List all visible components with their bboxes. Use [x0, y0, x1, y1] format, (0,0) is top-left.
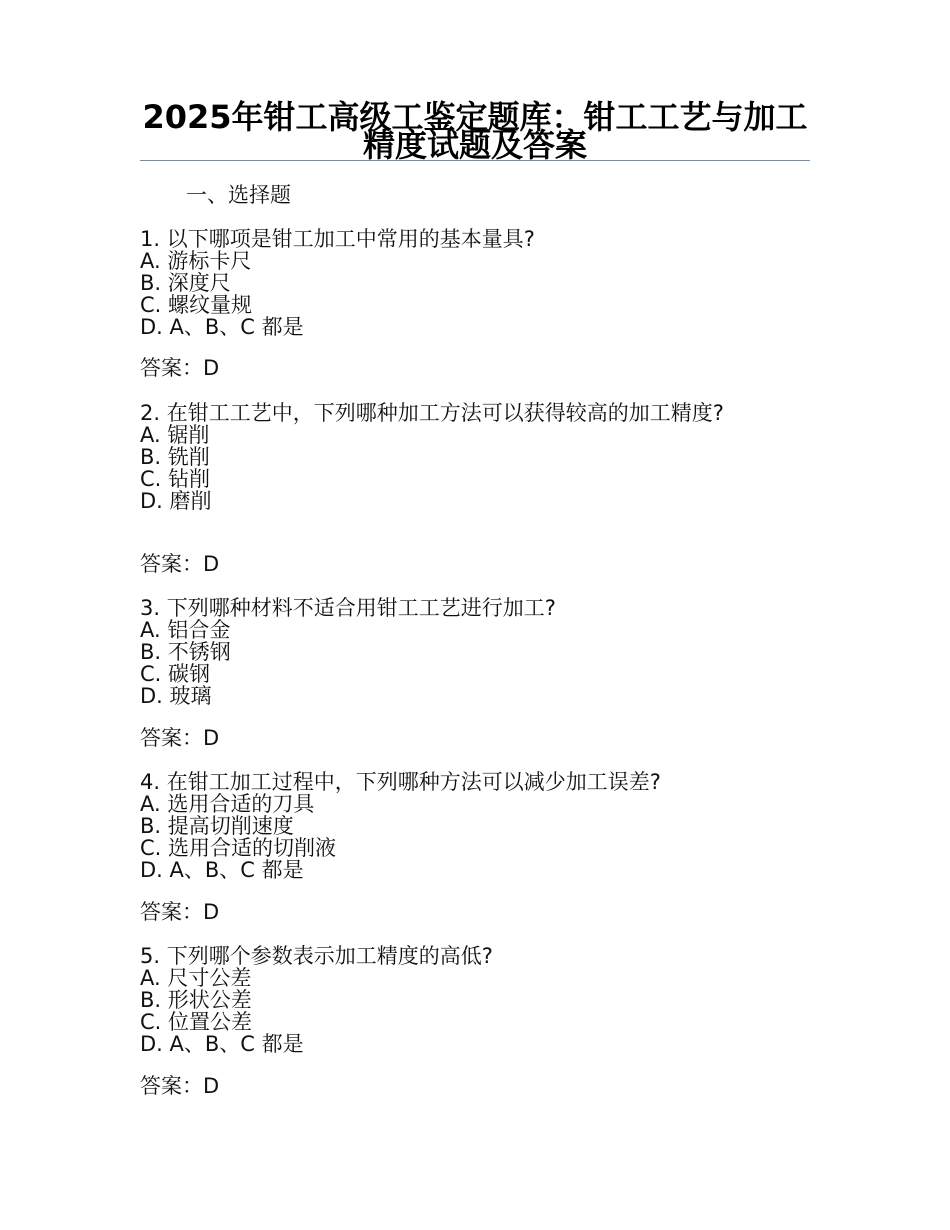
option-a: A. 游标卡尺 — [140, 249, 252, 273]
question-5 — [140, 945, 810, 1055]
option-b: B. 提高切削速度 — [140, 814, 294, 838]
question-stem: 5. 下列哪个参数表示加工精度的高低? — [140, 944, 493, 968]
option-d: D. A、B、C 都是 — [140, 315, 304, 339]
option-a: A. 铝合金 — [140, 618, 231, 642]
option-c: C. 螺纹量规 — [140, 293, 253, 317]
question-stem: 2. 在钳工工艺中，下列哪种加工方法可以获得较高的加工精度? — [140, 401, 724, 425]
option-c: C. 选用合适的切削液 — [140, 836, 337, 860]
section-heading: 一、选择题 — [186, 183, 291, 207]
answer-3: 答案：D — [140, 726, 220, 750]
question-2 — [140, 402, 810, 512]
question-stem: 4. 在钳工加工过程中，下列哪种方法可以减少加工误差? — [140, 770, 661, 794]
option-b: B. 不锈钢 — [140, 640, 231, 664]
option-d: D. 磨削 — [140, 489, 212, 513]
option-d: D. A、B、C 都是 — [140, 1032, 304, 1056]
question-1 — [140, 228, 810, 338]
option-b: B. 形状公差 — [140, 988, 252, 1012]
option-d: D. A、B、C 都是 — [140, 858, 304, 882]
answer-1: 答案：D — [140, 356, 220, 380]
answer-4: 答案：D — [140, 900, 220, 924]
question-4 — [140, 771, 810, 881]
title-underline — [140, 160, 810, 161]
option-c: C. 碳钢 — [140, 662, 211, 686]
answer-2: 答案：D — [140, 552, 220, 576]
question-stem: 3. 下列哪种材料不适合用钳工工艺进行加工? — [140, 596, 556, 620]
option-c: C. 钻削 — [140, 467, 211, 491]
option-a: A. 尺寸公差 — [140, 966, 252, 990]
option-a: A. 锯削 — [140, 423, 210, 447]
option-a: A. 选用合适的刀具 — [140, 792, 315, 816]
option-b: B. 深度尺 — [140, 271, 231, 295]
question-3 — [140, 597, 810, 707]
answer-5: 答案：D — [140, 1074, 220, 1098]
option-c: C. 位置公差 — [140, 1010, 253, 1034]
document-title: 2025年钳工高级工鉴定题库：钳工工艺与加工精度试题及答案 — [142, 98, 808, 164]
question-stem: 1. 以下哪项是钳工加工中常用的基本量具? — [140, 227, 535, 251]
option-d: D. 玻璃 — [140, 684, 212, 708]
option-b: B. 铣削 — [140, 445, 210, 469]
